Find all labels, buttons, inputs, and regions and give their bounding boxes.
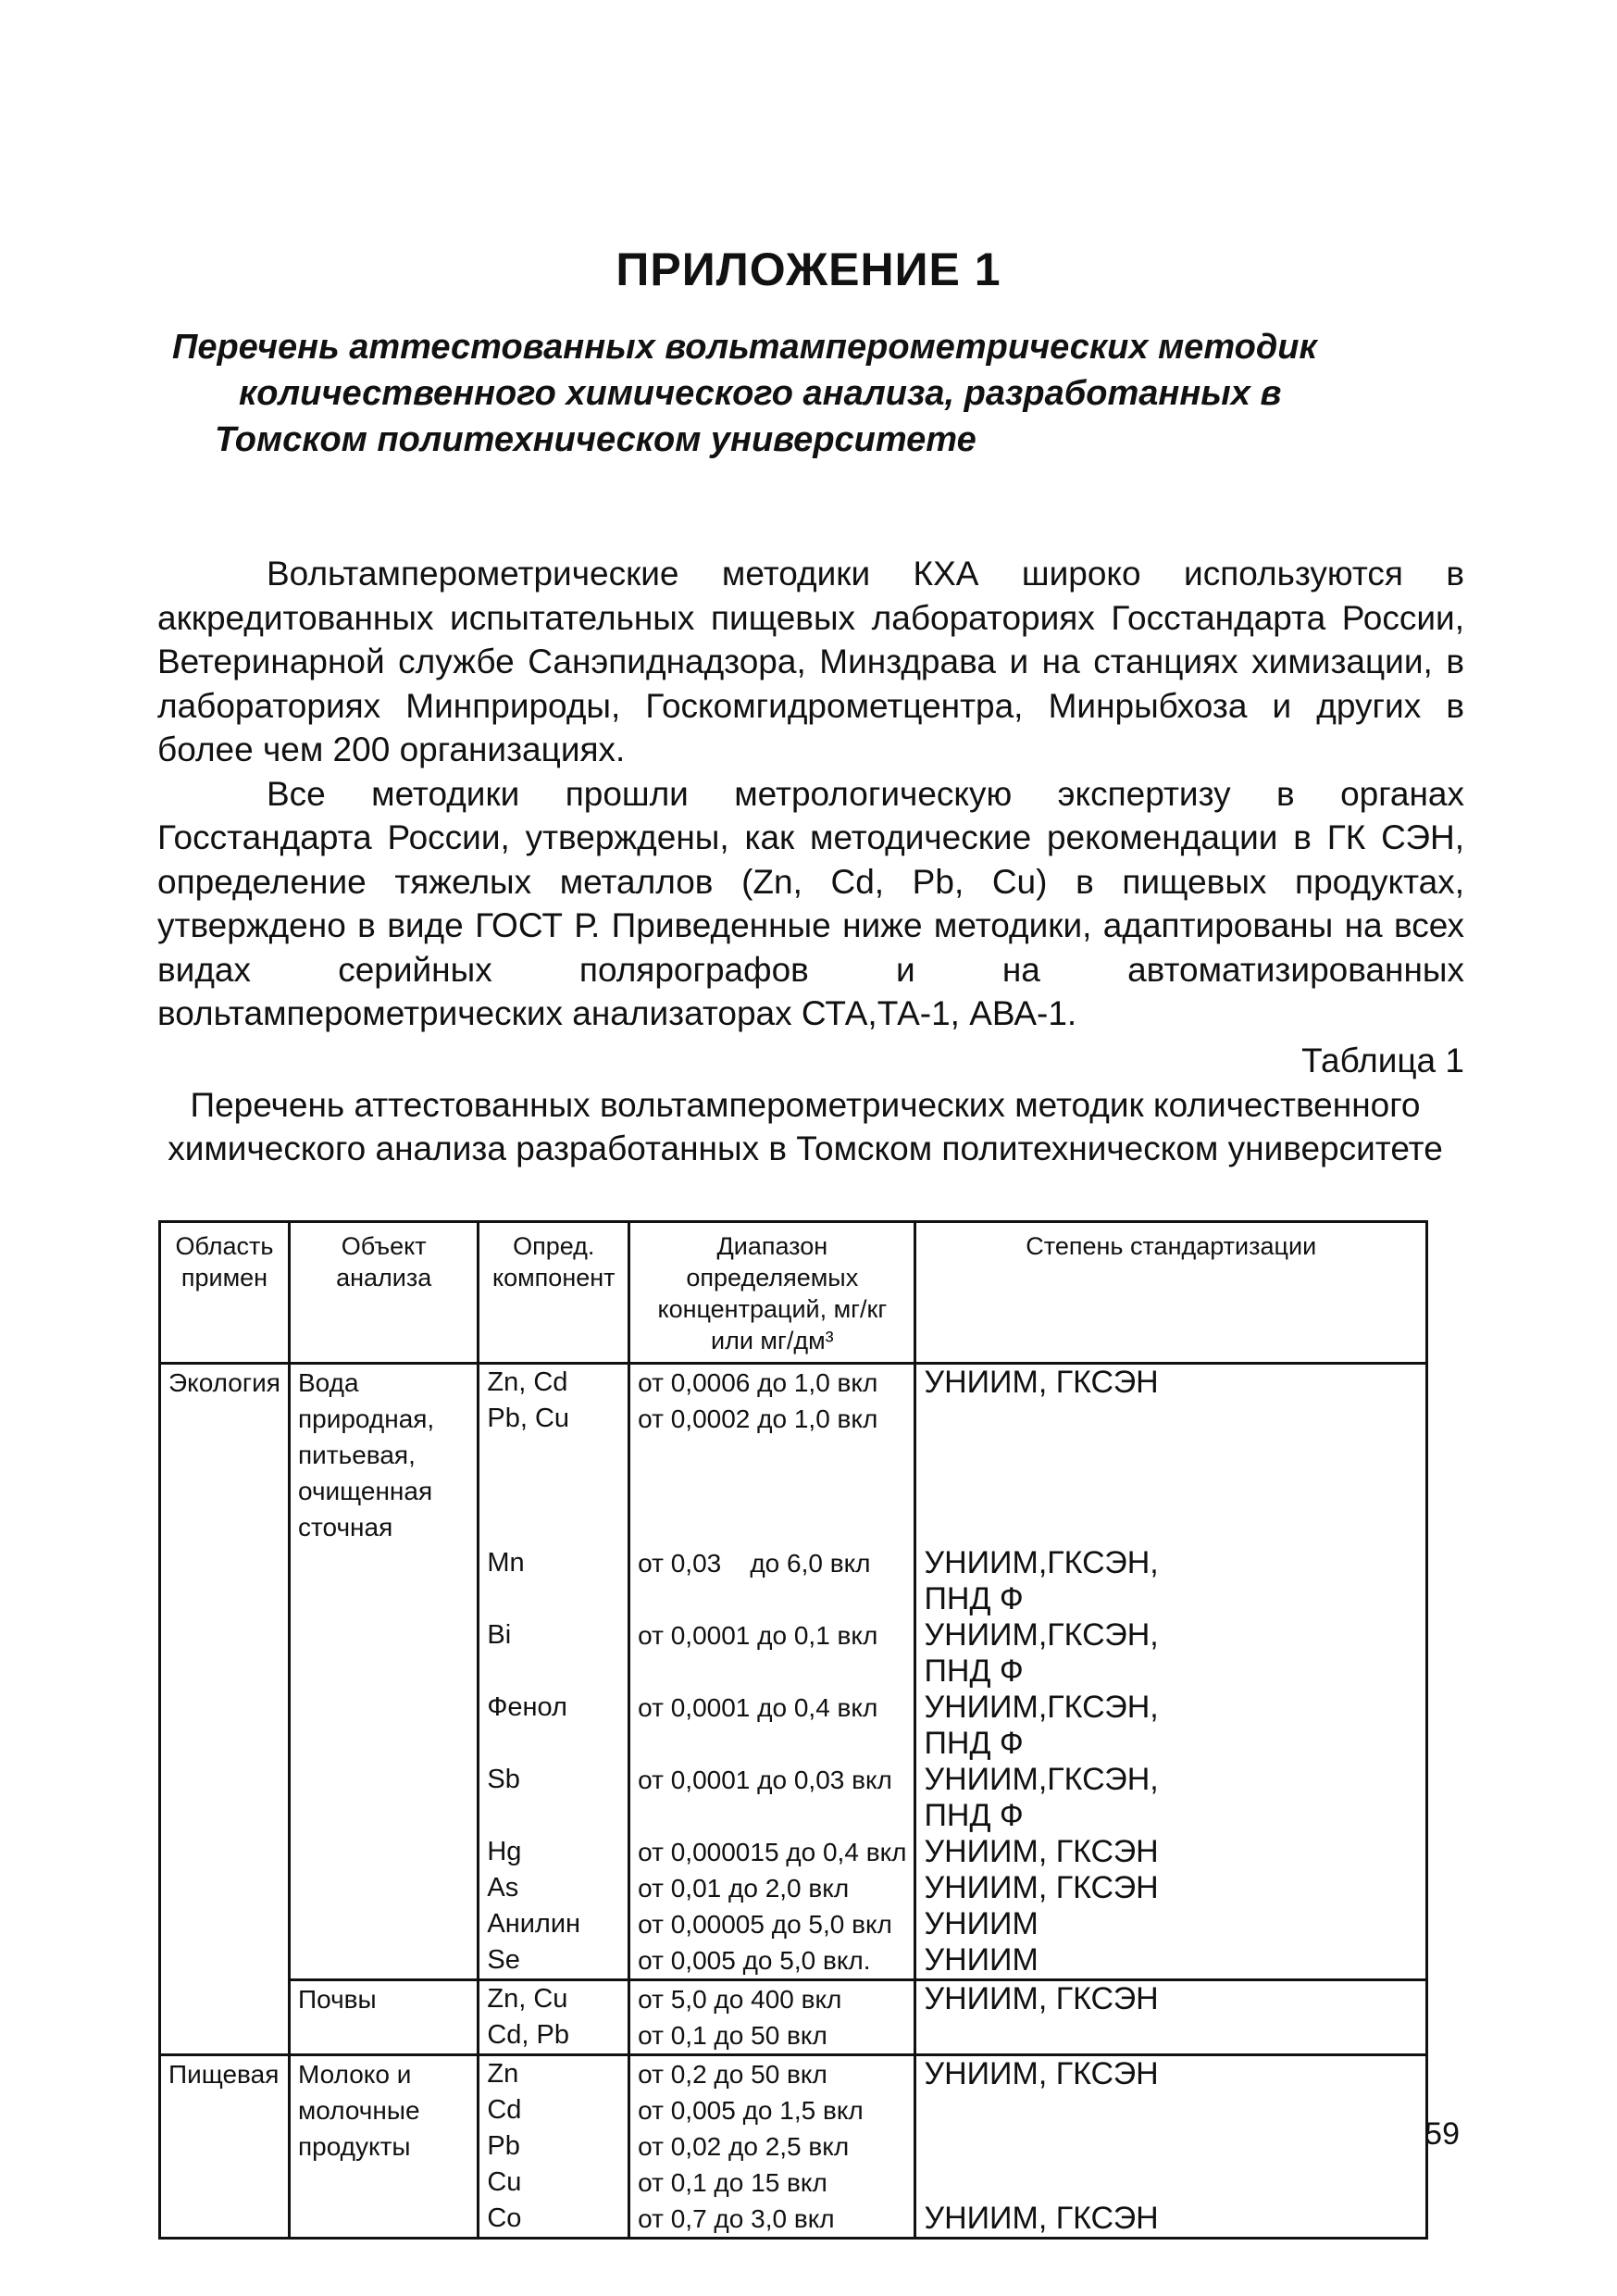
- subtitle-line-1: Перечень аттестованных вольтамперометрических методик: [172, 328, 1317, 367]
- table-row: [160, 1980, 1427, 2055]
- area-cell: [160, 1617, 290, 1690]
- standard-cell: УНИИМ,ГКСЭН, ПНД Ф: [915, 1617, 1427, 1690]
- table-title: Перечень аттестованных вольтамперометрических методик количественного химического анализа разработанных в Томском политехническом университете: [168, 1086, 1443, 1167]
- table-number: Таблица 1: [1301, 1042, 1464, 1079]
- table-row: [160, 1834, 1427, 1980]
- table-row: [160, 1545, 1427, 1617]
- range-cell: от 0,2 до 50 вкл от 0,005 до 1,5 вкл от 0,02 до 2,5 вкл от 0,1 до 15 вкл от 0,7 до 3,0 вкл: [629, 2055, 915, 2239]
- subtitle-line-2: количественного химического анализа, разработанных в: [239, 374, 1282, 413]
- object-cell: [289, 1545, 478, 1617]
- standard-cell: УНИИМ, ГКСЭН: [915, 1364, 1427, 1546]
- standard-cell: УНИИМ, ГКСЭН УНИИМ, ГКСЭН: [915, 2055, 1427, 2239]
- table-row: [160, 2055, 1427, 2239]
- object-cell: Вода природная, питьевая, очищенная сточная: [289, 1364, 478, 1546]
- header-area: Область примен: [160, 1222, 290, 1364]
- standard-cell: УНИИМ,ГКСЭН, ПНД Ф: [915, 1762, 1427, 1834]
- paragraph: Вольтамперометрические методики КХА широко используются в аккредитованных испытательных пищевых лабораториях Госстандарта России, Ветеринарной службе Санэпиднадзора, Минздрава и на станциях химизации, в лабораториях Минприроды, Госкомгидрометцентра, Минрыбхоза и других в более чем 200 организациях.: [157, 555, 1464, 768]
- component-cell: Mn: [479, 1545, 629, 1617]
- table-row: [160, 1690, 1427, 1762]
- area-cell: [160, 1545, 290, 1617]
- table-header-row: [160, 1222, 1427, 1364]
- component-cell: Hg As Анилин Se: [479, 1834, 629, 1980]
- body-text: [157, 552, 1464, 1036]
- object-cell: [289, 1690, 478, 1762]
- component-cell: Фенол: [479, 1690, 629, 1762]
- object-cell: [289, 1762, 478, 1834]
- standard-cell: УНИИМ,ГКСЭН, ПНД Ф: [915, 1545, 1427, 1617]
- area-cell: [160, 1690, 290, 1762]
- appendix-title: ПРИЛОЖЕНИЕ 1: [616, 243, 1001, 295]
- component-cell: Zn Cd Pb Cu Co: [479, 2055, 629, 2239]
- component-cell: Zn, Cd Pb, Cu: [479, 1364, 629, 1546]
- range-cell: от 0,03 до 6,0 вкл: [629, 1545, 915, 1617]
- range-cell: от 0,0001 до 0,03 вкл: [629, 1762, 915, 1834]
- component-cell: Zn, Cu Cd, Pb: [479, 1980, 629, 2055]
- object-cell: [289, 1834, 478, 1980]
- area-cell: [160, 1980, 290, 2055]
- range-cell: от 5,0 до 400 вкл от 0,1 до 50 вкл: [629, 1980, 915, 2055]
- page-number: 59: [1424, 2116, 1460, 2152]
- area-cell: Пищевая: [160, 2055, 290, 2239]
- area-cell: [160, 1762, 290, 1834]
- range-cell: от 0,000015 до 0,4 вкл от 0,01 до 2,0 вкл от 0,00005 до 5,0 вкл от 0,005 до 5,0 вкл.: [629, 1834, 915, 1980]
- header-range: Диапазон определяемых концентраций, мг/кг или мг/дм³: [629, 1222, 915, 1364]
- table-row: [160, 1617, 1427, 1690]
- standard-cell: УНИИМ,ГКСЭН, ПНД Ф: [915, 1690, 1427, 1762]
- table-body: [160, 1364, 1427, 2239]
- range-cell: от 0,0001 до 0,4 вкл: [629, 1690, 915, 1762]
- table-row: [160, 1364, 1427, 1546]
- appendix-subtitle: [157, 324, 1472, 463]
- range-cell: от 0,0001 до 0,1 вкл: [629, 1617, 915, 1690]
- area-cell: [160, 1834, 290, 1980]
- methods-table: [158, 1220, 1428, 2240]
- header-component: Опред. компонент: [479, 1222, 629, 1364]
- table-row: [160, 1762, 1427, 1834]
- standard-cell: УНИИМ, ГКСЭН УНИИМ, ГКСЭН УНИИМ УНИИМ: [915, 1834, 1427, 1980]
- component-cell: Bi: [479, 1617, 629, 1690]
- object-cell: Почвы: [289, 1980, 478, 2055]
- object-cell: [289, 1617, 478, 1690]
- paragraph: Все методики прошли метрологическую экспертизу в органах Госстандарта России, утверждены, как методические рекомендации в ГК СЭН, определение тяжелых металлов (Zn, Cd, Pb, Cu) в пищевых продуктах, утверждено в виде ГОСТ Р. Приведенные ниже методики, адаптированы на всех видах серийных полярографов и на автоматизированных вольтамперометрических анализаторах СТА,ТА-1, АВА-1.: [157, 774, 1464, 1032]
- subtitle-line-3: Томском политехническом университете: [215, 420, 976, 459]
- object-cell: Молоко и молочные продукты: [289, 2055, 478, 2239]
- header-standard: Степень стандартизации: [915, 1222, 1427, 1364]
- component-cell: Sb: [479, 1762, 629, 1834]
- header-object: Объект анализа: [289, 1222, 478, 1364]
- area-cell: Экология: [160, 1364, 290, 1546]
- range-cell: от 0,0006 до 1,0 вкл от 0,0002 до 1,0 вкл: [629, 1364, 915, 1546]
- standard-cell: УНИИМ, ГКСЭН: [915, 1980, 1427, 2055]
